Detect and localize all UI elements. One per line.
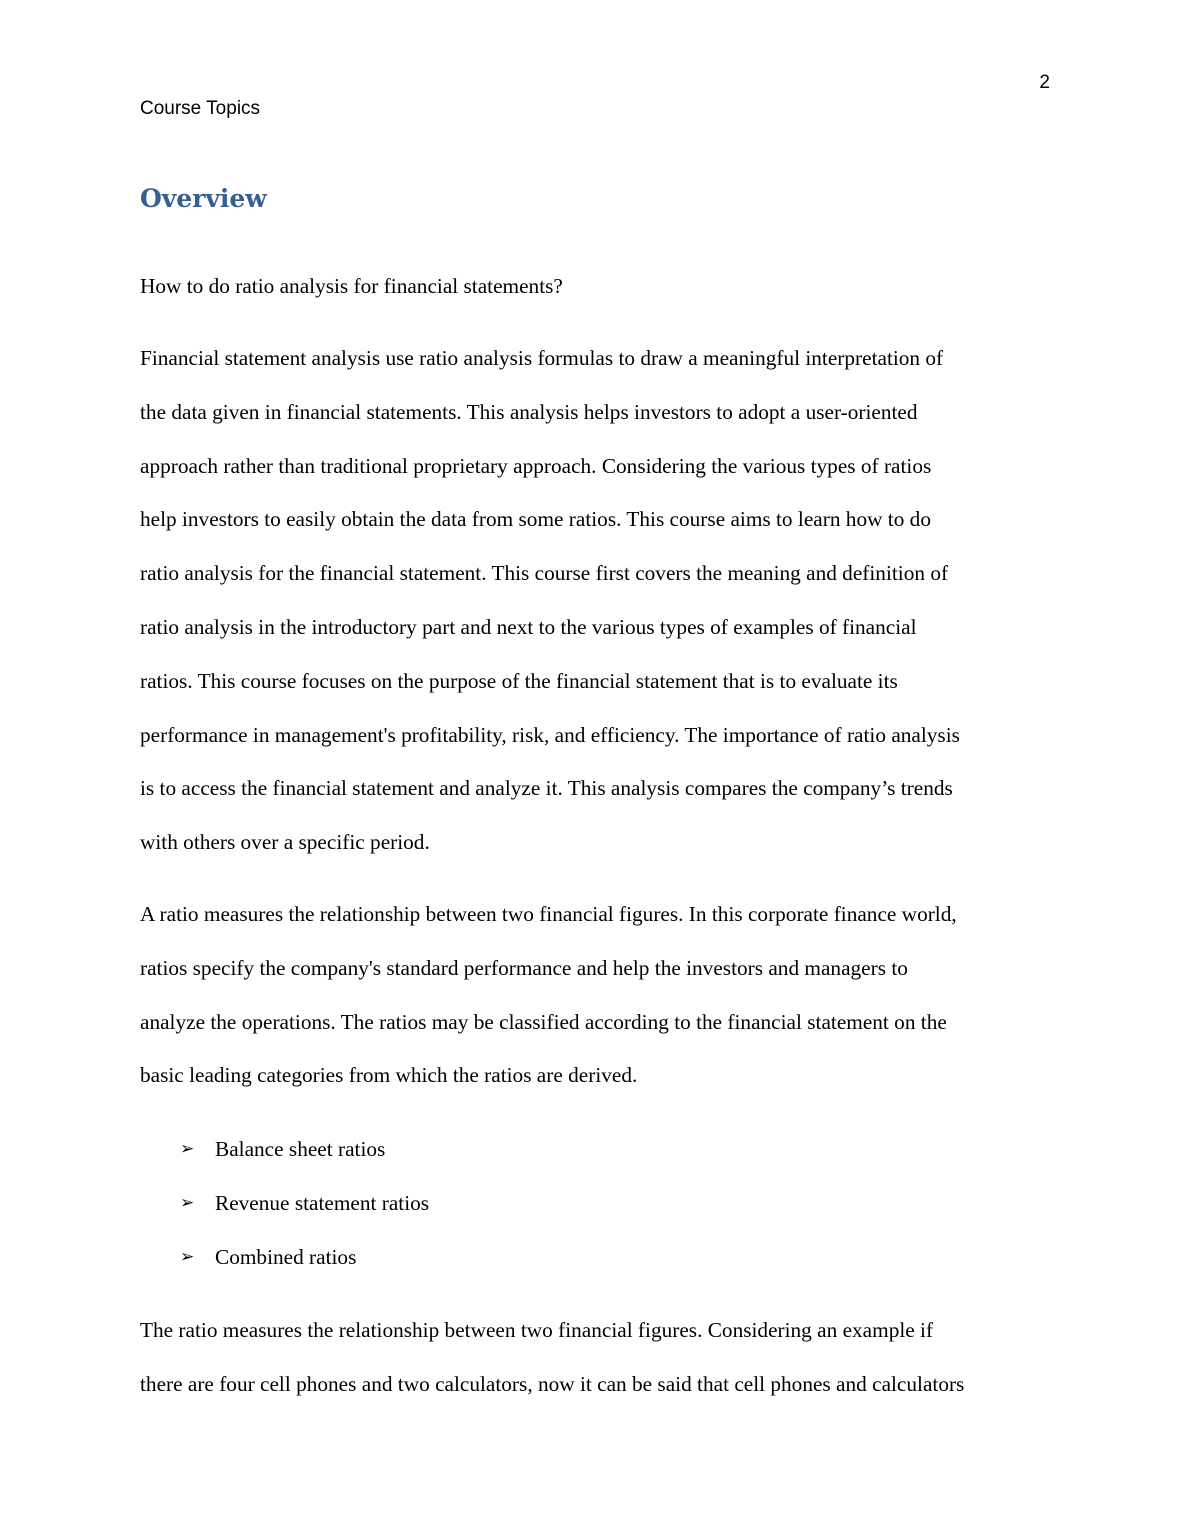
ratio-category-list <box>180 1122 429 1284</box>
paragraph-line: A ratio measures the relationship between two financial figures. In this corporate finance world, <box>140 902 957 926</box>
paragraph-line: basic leading categories from which the ratios are derived. <box>140 1063 638 1088</box>
paragraph-1 <box>140 332 1050 870</box>
paragraph-line: performance in management's profitability, risk, and efficiency. The importance of ratio analysis <box>140 722 960 747</box>
arrowhead-bullet-icon: ➢ <box>180 1247 195 1266</box>
paragraph-line: is to access the financial statement and analyze it. This analysis compares the company’s trends <box>140 776 953 801</box>
paragraph-line: help investors to easily obtain the data from some ratios. This course aims to learn how to do <box>140 507 931 532</box>
paragraph-line: the data given in financial statements. This analysis helps investors to adopt a user-oriented <box>140 399 918 424</box>
list-item <box>180 1176 429 1230</box>
list-item-text: Revenue statement ratios <box>215 1191 430 1215</box>
intro-question: How to do ratio analysis for financial statements? <box>140 274 563 298</box>
paragraph-line: The ratio measures the relationship between two financial figures. Considering an example if <box>140 1318 934 1342</box>
paragraph-line: approach rather than traditional proprietary approach. Considering the various types of ratios <box>140 453 932 478</box>
paragraph-line: Financial statement analysis use ratio analysis formulas to draw a meaningful interpretation of <box>140 346 944 370</box>
paragraph-line: analyze the operations. The ratios may be classified according to the financial statement on the <box>140 1009 947 1034</box>
paragraph-line: ratio analysis in the introductory part and next to the various types of examples of financial <box>140 614 917 639</box>
paragraph-line: ratio analysis for the financial statement. This course first covers the meaning and definition of <box>140 561 949 586</box>
page-number: 2 <box>1039 72 1050 93</box>
paragraph-2 <box>140 888 1050 1103</box>
list-item <box>180 1122 429 1176</box>
arrowhead-bullet-icon: ➢ <box>180 1193 195 1212</box>
list-item-text: Balance sheet ratios <box>215 1137 386 1161</box>
list-item-text: Combined ratios <box>215 1245 357 1269</box>
arrowhead-bullet-icon: ➢ <box>180 1139 195 1158</box>
section-heading: Overview <box>140 184 267 213</box>
paragraph-3 <box>140 1304 1050 1412</box>
paragraph-line: there are four cell phones and two calculators, now it can be said that cell phones and calculators <box>140 1371 965 1396</box>
running-head: Course Topics <box>140 98 261 119</box>
paragraph-line: ratios specify the company's standard performance and help the investors and managers to <box>140 955 908 980</box>
list-item <box>180 1230 429 1284</box>
paragraph-line: with others over a specific period. <box>140 830 430 855</box>
paragraph-line: ratios. This course focuses on the purpose of the financial statement that is to evaluate its <box>140 668 898 693</box>
